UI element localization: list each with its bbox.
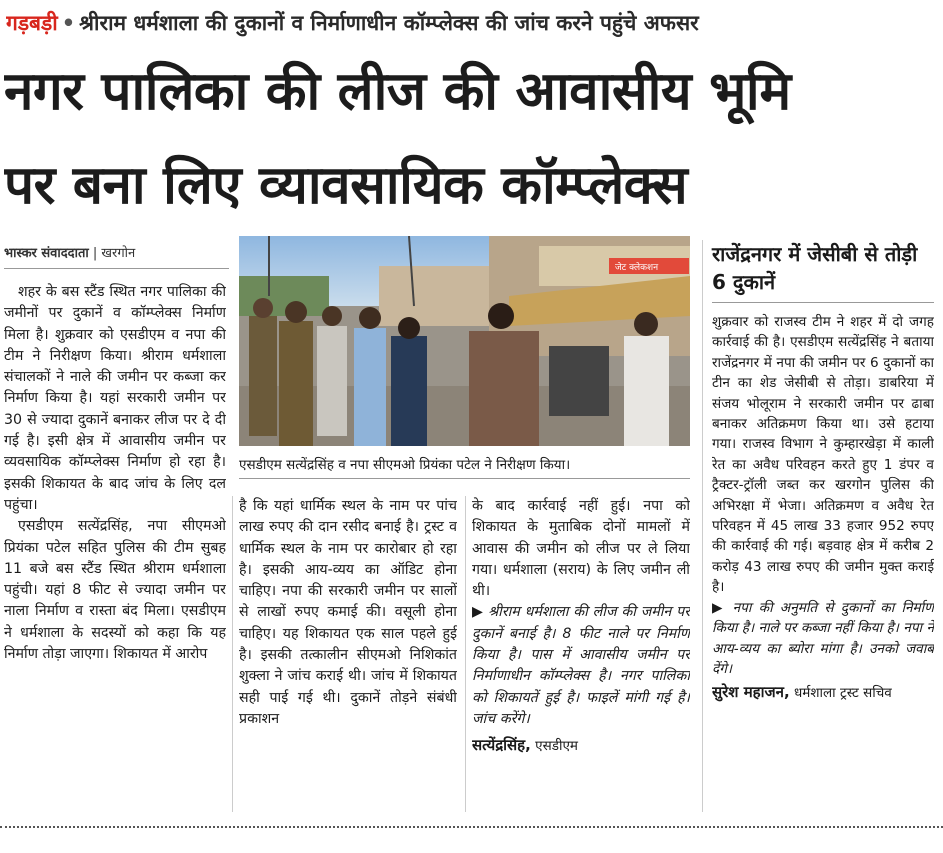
sidebar-signature: [712, 681, 934, 704]
signature-title: एसडीएम: [535, 738, 578, 755]
byline-place: खरगोन: [101, 246, 136, 261]
quote-marker-icon: ▶: [712, 599, 726, 616]
article-paragraph: के बाद कार्रवाई नहीं हुई। नपा को शिकायत के मुताबिक दोनों मामलों में आवास की जमीन को लीज पर ले लिया गया। धर्मशाला (सराय) के लिए जमीन ली थी।: [472, 498, 690, 600]
signature-name: सत्येंद्रसिंह,: [472, 736, 531, 755]
article-column-1: [4, 282, 226, 812]
kicker-line: [6, 6, 936, 40]
news-photo: [239, 236, 690, 446]
article-column-3: [472, 496, 690, 812]
sidebar-heading: राजेंद्रनगर में जेसीबी से तोड़ी 6 दुकानें: [712, 240, 934, 303]
sidebar-signature-title: धर्मशाला ट्रस्ट सचिव: [793, 685, 892, 702]
article-column-2: [239, 496, 457, 812]
signature: [472, 734, 690, 757]
sidebar-signature-name: सुरेश महाजन,: [712, 683, 790, 702]
sidebar-quote-block: [712, 598, 934, 680]
shop-banner-text: जेट क्लेकशन: [615, 263, 659, 273]
photo-caption: एसडीएम सत्येंद्रसिंह व नपा सीएमओ प्रियंका पटेल ने निरीक्षण किया।: [239, 452, 690, 479]
sidebar-paragraph: शुक्रवार को राजस्व टीम ने शहर में दो जगह कार्रवाई की है। एसडीएम सत्येंद्रसिंह ने बताया राजेंद्रनगर में नपा की जमीन पर 6 दुकानों का टीन का शेड जेसीबी से तोड़ा। डाबरिया में संजय भोलूराम ने सरकारी जमीन पर ढाबा बनाकर अतिक्रमण किया था। उसे हटाया गया। राजस्व विभाग ने कुम्हारखेड़ा में काली रेत का अवैध परिवहन करते हुए 1 डंपर व ट्रैक्टर-ट्रॉली जब्त कर खरगोन पुलिस की अभिरक्षा में भेजा। अतिक्रमण व अवैध रेत परिवहन में 45 लाख 33 हजार 952 रुपए की कार्रवाई की गई। बड़वाह क्षेत्र में करीब 2 करोड़ 43 लाख रुपए की जमीन मुक्त कराई है।: [712, 314, 934, 596]
column-divider: [232, 496, 233, 812]
kicker-label: गड़बड़ी: [6, 11, 58, 35]
quote-block: [472, 602, 690, 730]
article-paragraph: है कि यहां धार्मिक स्थल के नाम पर पांच लाख रुपए की दान रसीद बनाई है। ट्रस्ट व धार्मिक स्थल के नाम पर कारोबार हो रहा है। इसकी आय-व्यय का ऑडिट होना चाहिए। नपा की सरकारी जमीन पर सालों से लाखों रुपए कमाई की। वसूली होना चाहिए। यह शिकायत एक साल पहले हुई है। इसकी तत्कालीन सीएमओ निशिकांत शुक्ला ने जांच कराई थी। जांच में शिकायत सही पाई गई थी। दुकानें तोड़ने संबंधी प्रकाशन: [239, 498, 457, 727]
article-paragraph: शहर के बस स्टैंड स्थित नगर पालिका की जमीनों पर दुकानें व कॉम्प्लेक्स निर्माण मिला है। शुक्रवार को एसडीएम व नपा की टीम ने निरीक्षण किया। श्रीराम धर्मशाला संचालकों ने नाले की जमीन पर कब्जा कर निर्माण किया है। यहां सरकारी जमीन पर 30 से ज्यादा दुकानें बनाकर लीज पर दे दी गई है। इसी क्षेत्र में आवासीय जमीन पर व्यवसायिक कॉम्प्लेक्स निर्माण हो रहा है। इसकी शिकायत के बाद जांच के लिए दल पहुंचा।: [4, 284, 226, 513]
column-divider: [465, 496, 466, 812]
article-paragraph: एसडीएम सत्येंद्रसिंह, नपा सीएमओ प्रियंका पटेल सहित पुलिस की टीम सुबह 11 बजे बस स्टैंड स्थित श्रीराम धर्मशाला पहुंची। यहां 8 फीट से ज्यादा जमीन पर नाला निर्माण व रास्ता बंद मिला। एसडीएम ने धर्मशाला के सदस्यों को कहा कि यह निर्माण तोड़ा जाएगा। शिकायत में आरोप: [4, 518, 226, 663]
kicker-bullet: •: [61, 11, 76, 35]
street-scene-illustration: [239, 236, 690, 446]
headline-line-2: पर बना लिए व्यावसायिक कॉम्प्लेक्स: [4, 155, 688, 216]
byline: [4, 240, 229, 269]
headline-line-1: नगर पालिका की लीज की आवासीय भूमि: [4, 61, 791, 122]
column-divider: [702, 240, 703, 812]
sidebar-quote-text: नपा की अनुमति से दुकानों का निर्माण किया है। नाले पर कब्जा नहीं किया है। नपा ने आय-व्यय का ब्योरा मांगा है। उनको जवाब देंगे।: [712, 599, 934, 677]
kicker-text: श्रीराम धर्मशाला की दुकानों व निर्माणाधीन कॉम्प्लेक्स की जांच करने पहुंचे अफसर: [79, 11, 699, 35]
byline-separator: |: [92, 246, 98, 261]
quote-text: श्रीराम धर्मशाला की लीज की जमीन पर दुकानें बनाई है। 8 फीट नाले पर निर्माण किया है। पास में आवासीय जमीन पर निर्माणाधीन कॉम्प्लेक्स है। नगर पालिका को शिकायतें हुई है। फाइलें मांगी गई है। जांच करेंगे।: [472, 604, 690, 727]
quote-marker-icon: ▶: [472, 604, 484, 621]
bottom-dotted-rule: [0, 826, 943, 828]
sidebar-body: [712, 312, 934, 812]
byline-reporter: भास्कर संवाददाता: [4, 246, 89, 261]
